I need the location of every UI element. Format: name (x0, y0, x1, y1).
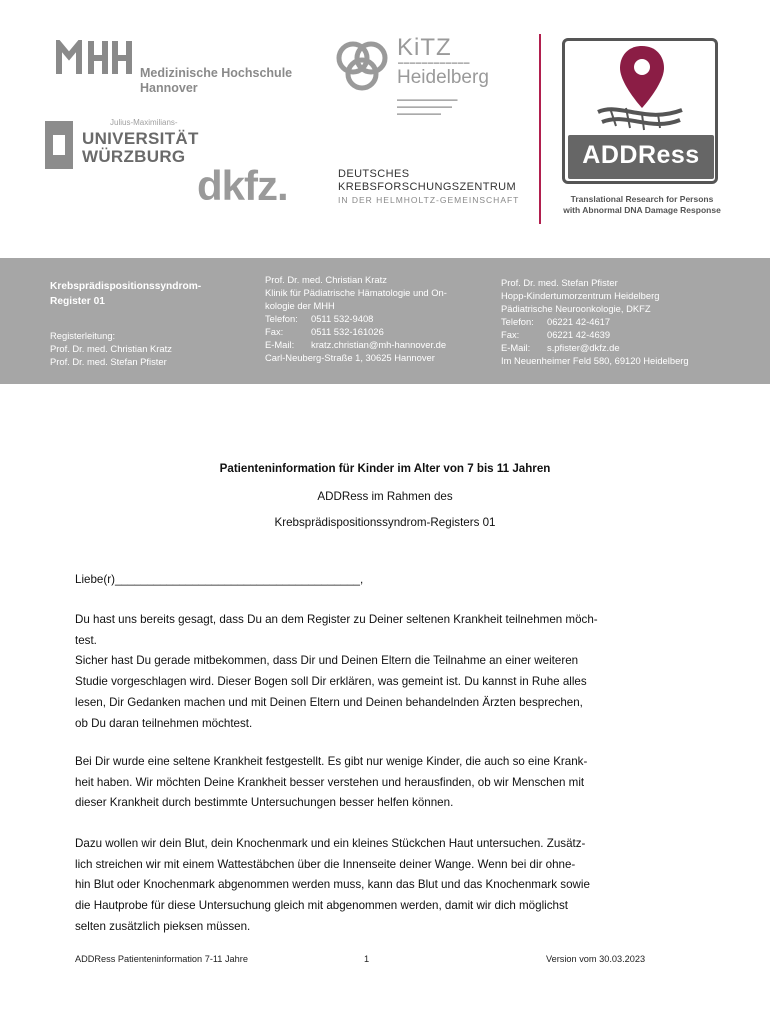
wuerzburg-logo-mark (45, 121, 73, 169)
dkfz-logo-text: DEUTSCHES KREBSFORSCHUNGSZENTRUM IN DER HELMHOLTZ-GEMEINSCHAFT (338, 168, 520, 205)
register-lead-label: Registerleitung: (50, 330, 116, 341)
footer-version: Version vom 30.03.2023 (546, 954, 646, 964)
mhh-logo-text: Medizinische Hochschule Hannover (140, 66, 293, 95)
contact-dept-2: Pädiatrische Neuroonkologie, DKFZ (501, 303, 651, 314)
document-heading: Patienteninformation für Kinder im Alter von 7 bis 11 Jahren (219, 462, 551, 475)
kitz-logo-name: KiTZ (397, 34, 452, 61)
paragraph-line: lich streichen wir mit einem Wattestäbchen über die Innenseite deiner Wange. Wenn bei dir ohne- (75, 857, 576, 871)
logo-divider (539, 34, 541, 224)
salutation: Liebe(r)______________________________________, (75, 573, 364, 586)
contact-fax: Fax: 06221 42-4639 (501, 329, 611, 340)
contact-phone: Telefon: 0511 532-9408 (265, 313, 374, 324)
kitz-logo-subline: ▬▬▬▬▬▬▬▬▬▬▬▬ (398, 60, 470, 66)
paragraph-line: lesen, Dir Gedanken machen und mit Deinen Eltern und Deinen behandelnden Ärzten besprechen, (75, 695, 583, 709)
contact-fax: Fax: 0511 532-161026 (265, 326, 384, 337)
wuerzburg-logo-small: Julius-Maximilians- (110, 118, 178, 127)
mhh-logo-mark (55, 40, 133, 74)
contact-address: Carl-Neuberg-Straße 1, 30625 Hannover (265, 352, 435, 363)
document-subtitle-1: ADDRess im Rahmen des (317, 490, 453, 503)
wuerzburg-logo-text: UNIVERSITÄT WÜRZBURG (82, 129, 199, 166)
map-pin-icon (590, 42, 690, 134)
contact-phone: Telefon: 06221 42-4617 (501, 316, 611, 327)
contact-name: Prof. Dr. med. Christian Kratz (265, 274, 387, 285)
paragraph-line: dieser Krankheit durch bestimmte Untersuchungen besser helfen können. (75, 796, 454, 810)
paragraph-line: Du hast uns bereits gesagt, dass Du an dem Register zu Deiner seltenen Krankheit teilnehmen möch- (75, 613, 598, 626)
contact-address: Im Neuenheimer Feld 580, 69120 Heidelberg (501, 355, 689, 366)
paragraph-line: hin Blut oder Knochenmark abgenommen werden muss, kann das Blut und das Knochenmark sowie (75, 878, 590, 892)
contact-dept-1: Hopp-Kindertumorzentrum Heidelberg (501, 290, 660, 301)
paragraph-line: die Hautprobe für diese Untersuchung gleich mit abgenommen werden, damit wir dich möglichst (75, 899, 568, 913)
paragraph-2 (75, 752, 700, 814)
footer-doc-title: ADDRess Patienteninformation 7-11 Jahre (75, 954, 248, 964)
paragraph-line: ob Du daran teilnehmen möchtest. (75, 716, 253, 730)
register-lead-1: Prof. Dr. med. Christian Kratz (50, 343, 172, 354)
paragraph-line: Bei Dir wurde eine seltene Krankheit festgestellt. Es gibt nur wenige Kinder, die auch so eine Krank- (75, 755, 588, 768)
paragraph-1 (75, 610, 700, 734)
contact-name: Prof. Dr. med. Stefan Pfister (501, 277, 618, 288)
address-logo-tagline: Translational Research for Persons with Abnormal DNA Damage Response (563, 194, 721, 215)
register-lead-2: Prof. Dr. med. Stefan Pfister (50, 356, 167, 367)
kitz-logo-fineprint: ▬▬▬▬▬▬▬▬▬▬▬ ▬▬▬▬▬▬▬▬▬▬ ▬▬▬▬▬▬▬▬ (397, 97, 458, 117)
paragraph-line: Dazu wollen wir dein Blut, dein Knochenmark und ein kleines Stückchen Haut untersuchen. Zusätz- (75, 837, 586, 850)
paragraph-line: test. (75, 633, 97, 647)
footer-page-number: 1 (364, 954, 370, 964)
address-logo-title: ADDRess (582, 141, 700, 169)
paragraph-3 (75, 834, 700, 938)
kitz-logo-city: Heidelberg (397, 67, 489, 88)
register-name-line1: Krebsprädispositionssyndrom- (50, 281, 202, 292)
register-info (50, 279, 250, 368)
contact-pfister (501, 276, 741, 367)
paragraph-line: Sicher hast Du gerade mitbekommen, dass Dir und Deinen Eltern die Teilnahme an einer weiteren (75, 654, 579, 668)
paragraph-line: selten zusätzlich pieksen müssen. (75, 919, 251, 933)
register-name-line2: Register 01 (50, 296, 105, 307)
contact-dept-2: kologie der MHH (265, 300, 335, 311)
contact-email: E-Mail: s.pfister@dkfz.de (501, 342, 620, 353)
contact-dept-1: Klinik für Pädiatrische Hämatologie und On- (265, 287, 447, 298)
paragraph-line: Studie vorgeschlagen wird. Dieser Bogen soll Dir erklären, was gemeint ist. Du kannst in Ruhe alles (75, 675, 587, 689)
contact-email: E-Mail: kratz.christian@mh-hannover.de (265, 339, 447, 350)
kitz-logo-icon (333, 38, 391, 96)
dkfz-logo-mark: dkfz. (197, 162, 288, 209)
document-subtitle-2: Krebsprädispositionssyndrom-Registers 01 (274, 516, 496, 529)
contact-kratz (265, 273, 495, 364)
paragraph-line: heit haben. Wir möchten Deine Krankheit besser verstehen und herausfinden, ob wir Menschen mit (75, 775, 585, 789)
